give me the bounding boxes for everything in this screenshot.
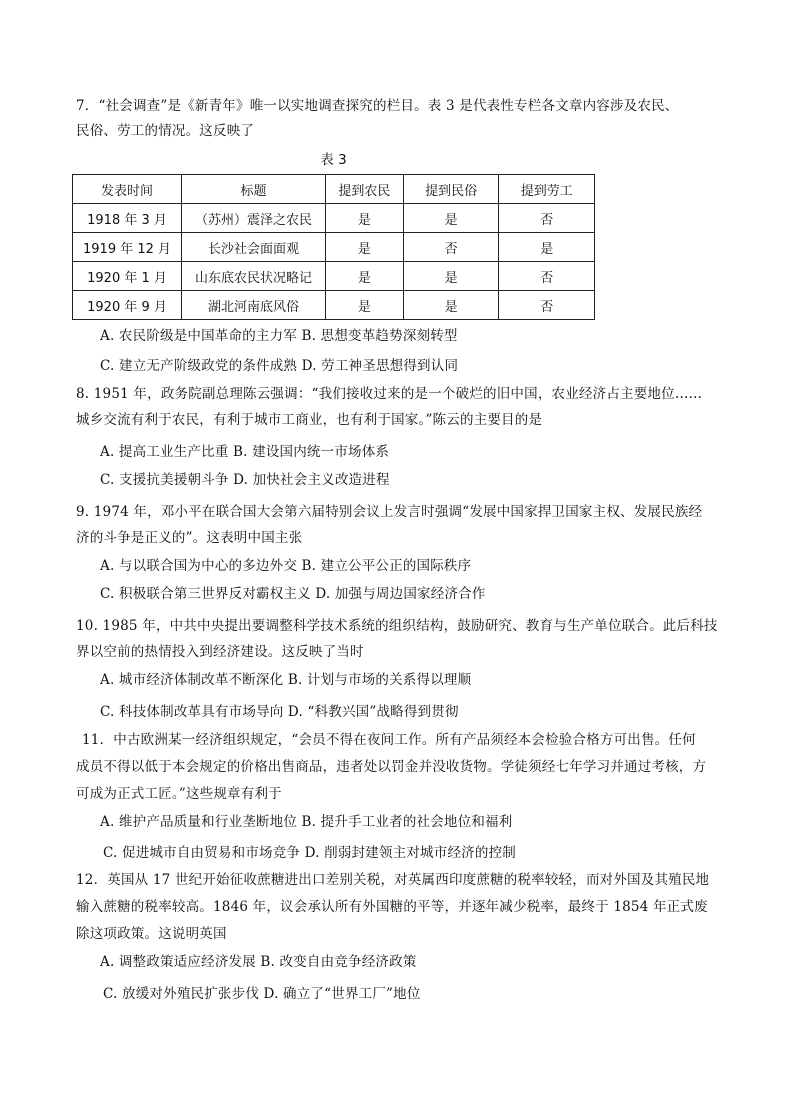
- q9-stem-line2: 济的斗争是正义的”。这表明中国主张: [76, 530, 303, 546]
- table-row: [73, 262, 595, 291]
- table-header-cell: 提到劳工: [499, 175, 595, 204]
- q7-stem-line1: 7．“社会调查”是《新青年》唯一以实地调查探究的栏目。表 3 是代表性专栏各文章内容涉及农民、: [76, 98, 679, 114]
- q8-options-ab: A. 提高工业生产比重 B. 建设国内统一市场体系: [100, 444, 390, 460]
- q8-stem-line1: 8. 1951 年，政务院副总理陈云强调：“我们接收过来的是一个破烂的旧中国，农业经济占主要地位……: [76, 386, 703, 402]
- table-cell: 1920 年 1 月: [73, 262, 182, 291]
- q10-options-ab: A. 城市经济体制改革不断深化 B. 计划与市场的关系得以理顺: [100, 672, 472, 688]
- q10-stem-line2: 界以空前的热情投入到经济建设。这反映了当时: [76, 644, 364, 660]
- table-cell: 是: [325, 204, 403, 233]
- q10-options-cd: C. 科技体制改革具有市场导向 D. “科教兴国”战略得到贯彻: [100, 704, 459, 720]
- q9-options-cd: C. 积极联合第三世界反对霸权主义 D. 加强与周边国家经济合作: [100, 586, 486, 602]
- table-cell: 长沙社会面面观: [182, 233, 326, 262]
- table-cell: 否: [499, 291, 595, 320]
- table-cell: 山东底农民状况略记: [182, 262, 326, 291]
- q11-stem-line2: 成员不得以低于本会规定的价格出售商品，违者处以罚金并没收货物。学徒须经七年学习并通过考核，方: [76, 759, 707, 775]
- q11-options-cd: C. 促进城市自由贸易和市场竞争 D. 削弱封建领主对城市经济的控制: [103, 845, 516, 861]
- q12-options-ab: A. 调整政策适应经济发展 B. 改变自由竞争经济政策: [100, 954, 417, 970]
- table-cell: 是: [403, 204, 499, 233]
- q9-stem-line1: 9. 1974 年，邓小平在联合国大会第六届特别会议上发言时强调“发展中国家捍卫国家主权、发展民族经: [76, 504, 703, 520]
- table-cell: 1918 年 3 月: [73, 204, 182, 233]
- table-cell: 是: [325, 233, 403, 262]
- q12-stem-line3: 除这项政策。这说明英国: [76, 926, 227, 942]
- q8-options-cd: C. 支援抗美援朝斗争 D. 加快社会主义改造进程: [100, 472, 390, 488]
- table-cell: 1920 年 9 月: [73, 291, 182, 320]
- survey-table: [72, 174, 595, 320]
- q12-stem-line1: 12．英国从 17 世纪开始征收蔗糖进出口差别关税，对英属西印度蔗糖的税率较轻，而对外国及其殖民地: [76, 872, 710, 888]
- table-cell: （苏州）震泽之农民: [182, 204, 326, 233]
- table-header-row: [73, 175, 595, 204]
- table-cell: 1919 年 12 月: [73, 233, 182, 262]
- q10-stem-line1: 10. 1985 年，中共中央提出要调整科学技术系统的组织结构，鼓励研究、教育与生产单位联合。此后科技: [76, 618, 718, 634]
- table-header-cell: 标题: [182, 175, 326, 204]
- table-cell: 否: [499, 204, 595, 233]
- q11-stem-line1: 11．中古欧洲某一经济组织规定，“会员不得在夜间工作。所有产品须经本会检验合格方可出售。任何: [82, 732, 696, 748]
- q11-stem-line3: 可成为正式工匠。”这些规章有利于: [76, 786, 282, 802]
- q12-options-cd: C. 放缓对外殖民扩张步伐 D. 确立了“世界工厂”地位: [103, 986, 421, 1002]
- table-cell: 是: [325, 291, 403, 320]
- q9-options-ab: A. 与以联合国为中心的多边外交 B. 建立公平公正的国际秩序: [100, 558, 472, 574]
- table-cell: 否: [499, 262, 595, 291]
- table-cell: 湖北河南底风俗: [182, 291, 326, 320]
- table-row: [73, 204, 595, 233]
- q11-options-ab: A. 维护产品质量和行业垄断地位 B. 提升手工业者的社会地位和福利: [100, 814, 513, 830]
- table-header-cell: 发表时间: [73, 175, 182, 204]
- q7-options-ab: A. 农民阶级是中国革命的主力军 B. 思想变革趋势深刻转型: [100, 328, 458, 344]
- table-cell: 是: [403, 262, 499, 291]
- q12-stem-line2: 输入蔗糖的税率较高。1846 年，议会承认所有外国糖的平等，并逐年减少税率，最终于 1854 年正式废: [76, 899, 708, 915]
- q7-options-cd: C. 建立无产阶级政党的条件成熟 D. 劳工神圣思想得到认同: [100, 358, 459, 374]
- table-header-cell: 提到民俗: [403, 175, 499, 204]
- table-caption: 表 3: [320, 152, 347, 168]
- table-cell: 是: [325, 262, 403, 291]
- table-cell: 是: [403, 291, 499, 320]
- table-cell: 是: [499, 233, 595, 262]
- table-cell: 否: [403, 233, 499, 262]
- q8-stem-line2: 城乡交流有利于农民，有利于城市工商业，也有利于国家。”陈云的主要目的是: [76, 412, 543, 428]
- q7-stem-line2: 民俗、劳工的情况。这反映了: [76, 123, 255, 139]
- table-row: [73, 291, 595, 320]
- table-row: [73, 233, 595, 262]
- table-header-cell: 提到农民: [325, 175, 403, 204]
